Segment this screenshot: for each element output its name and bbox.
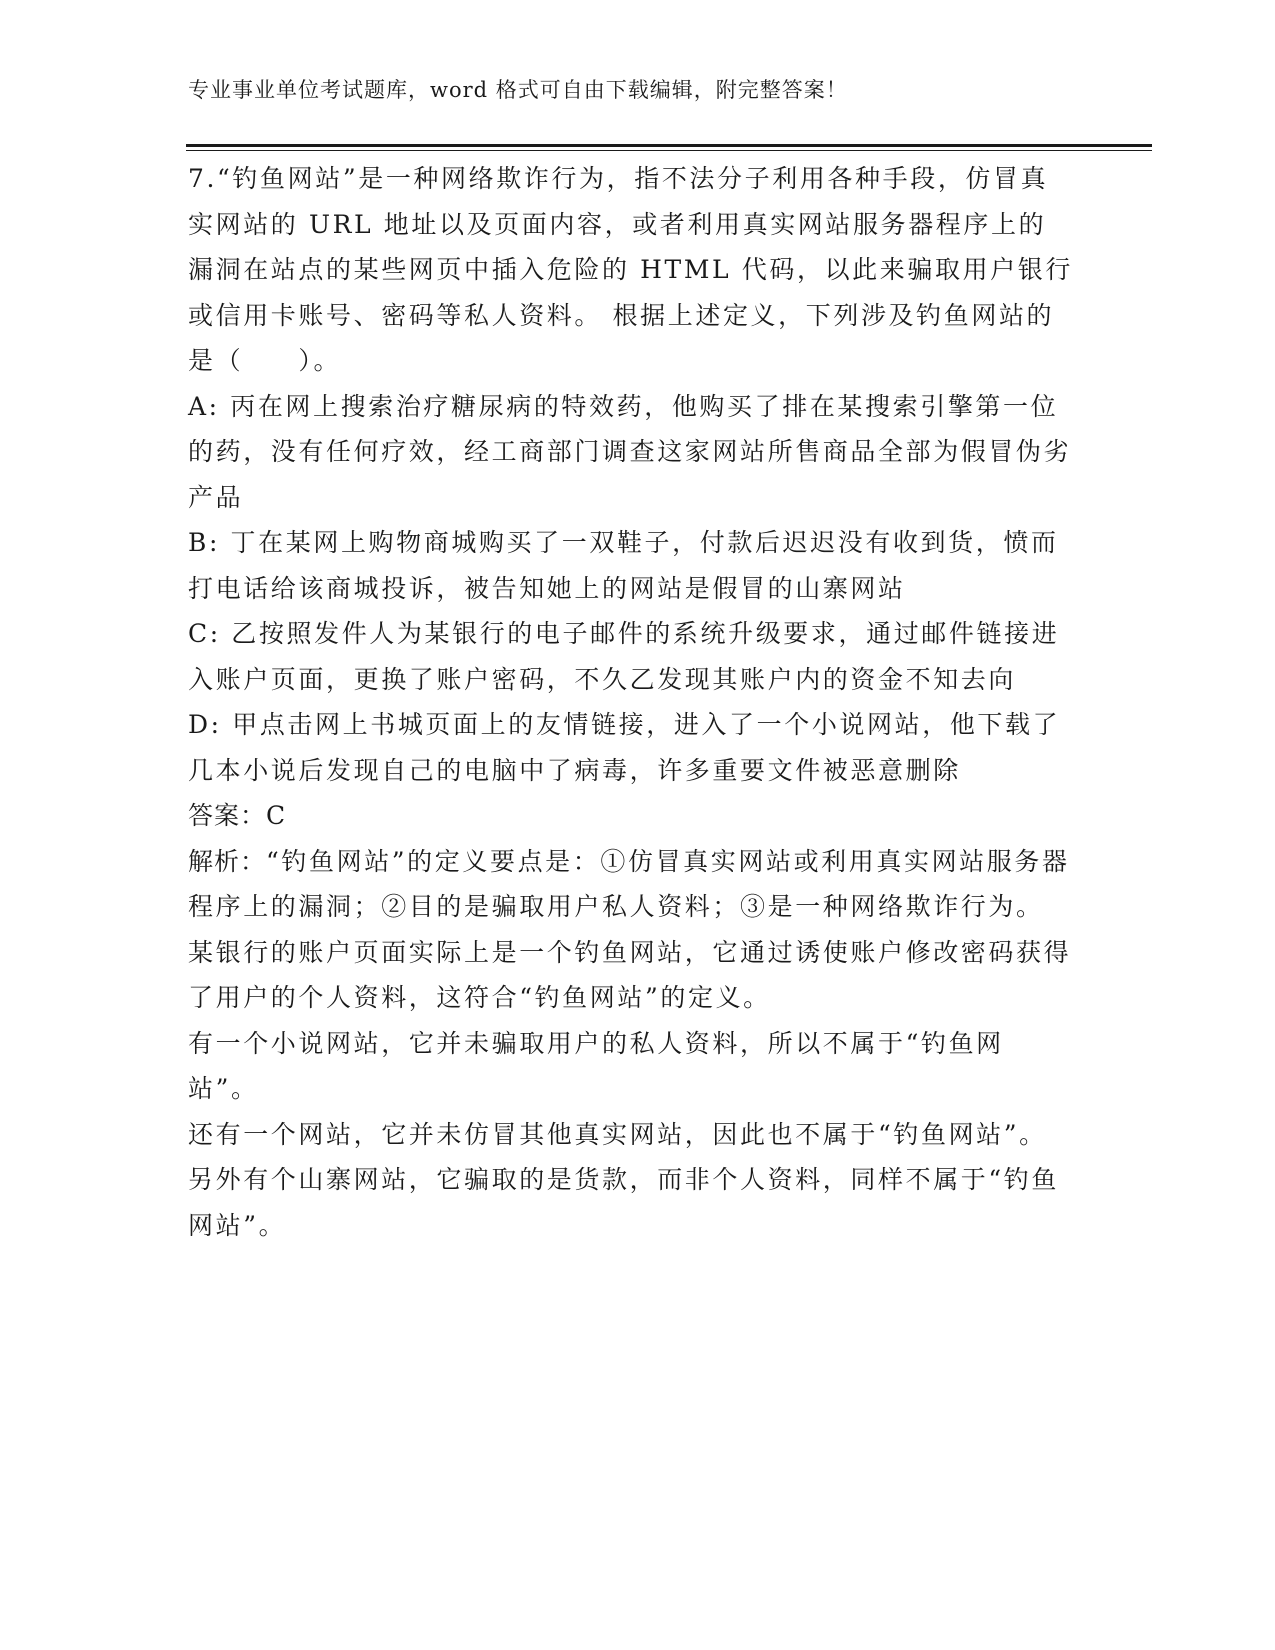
question-stem: 7.“钓鱼网站”是一种网络欺诈行为，指不法分子利用各种手段，仿冒真实网站的 URL 地址以及页面内容，或者利用真实网站服务器程序上的漏洞在站点的某些网页中插入危险的 HTML 代码，以此来骗取用户银行或信用卡账号、密码等私人资料。 根据上述定义，下列涉及钓鱼网站的是（ ）。 <box>188 164 1073 375</box>
option-c: C: 乙按照发件人为某银行的电子邮件的系统升级要求，通过邮件链接进入账户页面，更换了账户密码，不久乙发现其账户内的资金不知去向 <box>188 619 1060 694</box>
answer-value: C <box>266 801 288 830</box>
page-header: 专业事业单位考试题库，word 格式可自由下载编辑，附完整答案！ <box>188 78 848 102</box>
header-rule <box>186 144 1152 147</box>
analysis-label: 解析： <box>188 846 267 876</box>
analysis-line <box>188 839 1073 930</box>
analysis-paragraph: 另外有个山寨网站，它骗取的是货款，而非个人资料，同样不属于“钓鱼网站”。 <box>188 1165 1059 1240</box>
answer-label: 答案： <box>188 801 267 830</box>
analysis-first: “钓鱼网站”的定义要点是：①仿冒真实网站或利用真实网站服务器程序上的漏洞；②目的是骗取用户私人资料；③是一种网络欺诈行为。 <box>188 846 1070 921</box>
analysis-paragraph: 还有一个网站，它并未仿冒其他真实网站，因此也不属于“钓鱼网站”。 <box>188 1119 1047 1149</box>
analysis-paragraph: 有一个小说网站，它并未骗取用户的私人资料，所以不属于“钓鱼网站”。 <box>188 1028 1004 1103</box>
analysis-paragraph: 某银行的账户页面实际上是一个钓鱼网站，它通过诱使账户修改密码获得了用户的个人资料，这符合“钓鱼网站”的定义。 <box>188 937 1072 1012</box>
option-b: B: 丁在某网上购物商城购买了一双鞋子，付款后迟迟没有收到货，愤而打电话给该商城投诉，被告知她上的网站是假冒的山寨网站 <box>188 528 1059 603</box>
option-a: A: 丙在网上搜索治疗糖尿病的特效药，他购买了排在某搜索引擎第一位的药，没有任何疗效，经工商部门调查这家网站所售商品全部为假冒伪劣产品 <box>188 391 1072 512</box>
question-content <box>188 156 1073 1248</box>
header-rule-thin <box>186 150 1152 151</box>
answer-line <box>188 793 1073 839</box>
option-d: D: 甲点击网上书城页面上的友情链接，进入了一个小说网站，他下载了几本小说后发现自己的电脑中了病毒，许多重要文件被恶意删除 <box>188 710 1061 785</box>
